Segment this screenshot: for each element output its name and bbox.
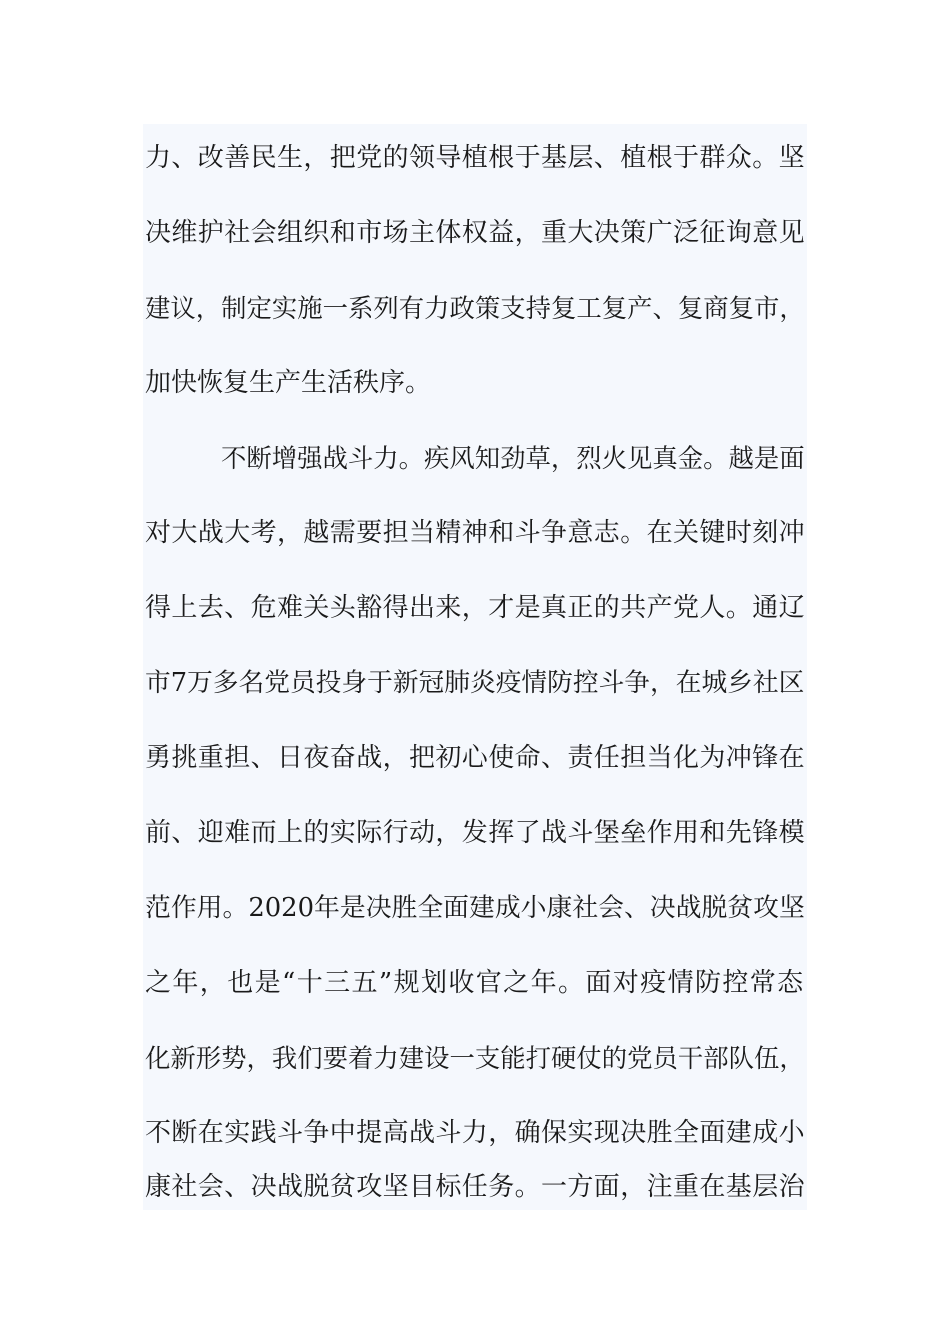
text-line: 建议，制定实施一系列有力政策支持复工复产、复商复市，: [145, 293, 805, 323]
text-line: 力、改善民生，把党的领导植根于基层、植根于群众。坚: [145, 143, 806, 173]
paragraph-first-line: 不断增强战斗力。疾风知劲草，烈火见真金。越是面: [221, 443, 805, 473]
text-line: 不断在实践斗争中提高战斗力，确保实现决胜全面建成小: [145, 1118, 806, 1148]
text-line: 化新形势，我们要着力建设一支能打硬仗的党员干部队伍，: [145, 1043, 805, 1073]
text-line: 勇挑重担、日夜奋战，把初心使命、责任担当化为冲锋在: [145, 743, 806, 773]
text-line: 前、迎难而上的实际行动，发挥了战斗堡垒作用和先锋模: [145, 818, 806, 848]
text-line: 决维护社会组织和市场主体权益，重大决策广泛征询意见: [145, 218, 806, 248]
text-line: 市7万多名党员投身于新冠肺炎疫情防控斗争，在城乡社区: [145, 668, 805, 698]
text-line: 加快恢复生产生活秩序。: [145, 368, 432, 398]
text-line: 康社会、决战脱贫攻坚目标任务。一方面，注重在基层治: [145, 1172, 806, 1202]
text-line: 之年，也是“十三五”规划收官之年。面对疫情防控常态: [145, 968, 805, 998]
text-line: 对大战大考，越需要担当精神和斗争意志。在关键时刻冲: [145, 518, 806, 548]
text-line: 得上去、危难关头豁得出来，才是真正的共产党人。通辽: [145, 593, 806, 623]
text-line: 范作用。2020年是决胜全面建成小康社会、决战脱贫攻坚: [145, 893, 805, 923]
document-text-block: [143, 124, 807, 1210]
